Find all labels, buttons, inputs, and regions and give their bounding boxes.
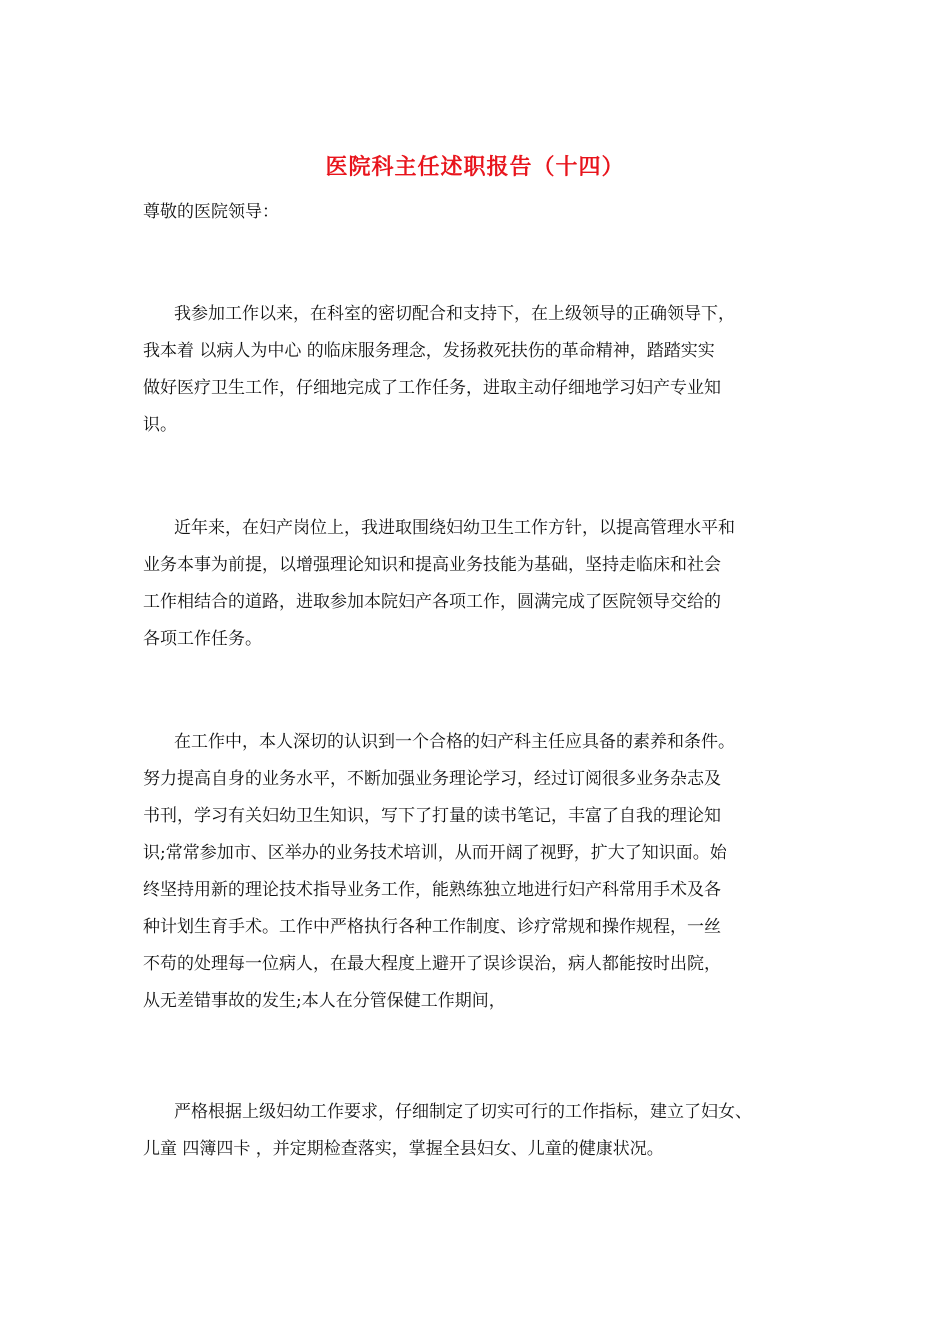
paragraph-2 (143, 510, 833, 658)
paragraph-line: 种计划生育手术。工作中严格执行各种工作制度、诊疗常规和操作规程，一丝 (143, 917, 721, 937)
paragraph-line: 严格根据上级妇幼工作要求，仔细制定了切实可行的工作指标，建立了妇女、 (174, 1102, 752, 1122)
paragraph-line: 我本着 以病人为中心 的临床服务理念，发扬救死扶伤的革命精神，踏踏实实 (143, 341, 715, 361)
salutation: 尊敬的医院领导： (143, 202, 279, 222)
paragraph-line: 工作相结合的道路，进取参加本院妇产各项工作，圆满完成了医院领导交给的 (143, 592, 721, 612)
paragraph-line: 在工作中，本人深切的认识到一个合格的妇产科主任应具备的素养和条件。 (174, 732, 735, 752)
paragraph-line: 从无差错事故的发生;本人在分管保健工作期间， (143, 991, 506, 1011)
paragraph-line: 识。 (143, 415, 177, 435)
paragraph-line: 做好医疗卫生工作，仔细地完成了工作任务，进取主动仔细地学习妇产专业知 (143, 378, 721, 398)
paragraph-1 (143, 296, 833, 444)
paragraph-line: 各项工作任务。 (143, 629, 262, 649)
paragraph-3 (143, 724, 833, 1020)
paragraph-line: 不苟的处理每一位病人，在最大程度上避开了误诊误治，病人都能按时出院， (143, 954, 721, 974)
paragraph-line: 努力提高自身的业务水平，不断加强业务理论学习，经过订阅很多业务杂志及 (143, 769, 721, 789)
document-title: 医院科主任述职报告（十四） (325, 154, 625, 180)
paragraph-4 (143, 1094, 833, 1168)
paragraph-line: 我参加工作以来，在科室的密切配合和支持下，在上级领导的正确领导下， (174, 304, 735, 324)
paragraph-line: 终坚持用新的理论技术指导业务工作，能熟练独立地进行妇产科常用手术及各 (143, 880, 721, 900)
paragraph-line: 书刊，学习有关妇幼卫生知识，写下了打量的读书笔记，丰富了自我的理论知 (143, 806, 721, 826)
paragraph-line: 近年来，在妇产岗位上，我进取围绕妇幼卫生工作方针，以提高管理水平和 (174, 518, 735, 538)
paragraph-line: 识;常常参加市、区举办的业务技术培训，从而开阔了视野，扩大了知识面。始 (143, 843, 727, 863)
paragraph-line: 业务本事为前提，以增强理论知识和提高业务技能为基础，坚持走临床和社会 (143, 555, 721, 575)
paragraph-line: 儿童 四簿四卡 ，并定期检查落实，掌握全县妇女、儿童的健康状况。 (143, 1139, 664, 1159)
